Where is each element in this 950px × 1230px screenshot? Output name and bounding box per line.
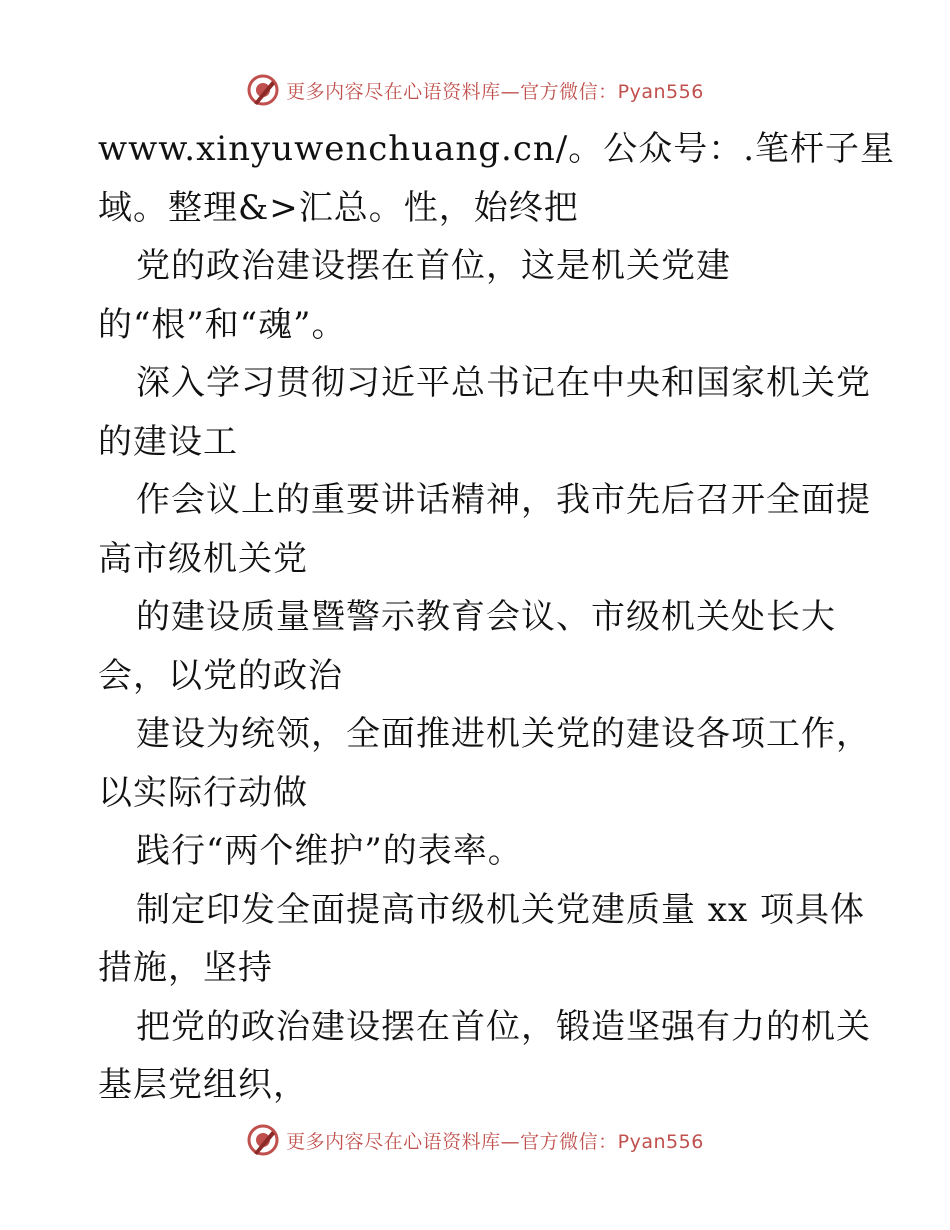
pen-logo-icon bbox=[246, 73, 280, 107]
header-banner-text: 更多内容尽在心语资料库—官方微信：Pyan556 bbox=[286, 80, 704, 103]
body-text-line: 深入学习贯彻习近平总书记在中央和国家机关党 bbox=[136, 363, 871, 403]
footer-banner bbox=[0, 1120, 950, 1160]
body-text-line: 的建设质量暨警示教育会议、市级机关处长大 bbox=[136, 597, 836, 637]
document-body bbox=[98, 120, 896, 1115]
body-text-line: 建设为统领，全面推进机关党的建设各项工作， bbox=[136, 714, 871, 754]
body-text-line: 把党的政治建设摆在首位，锻造坚强有力的机关 bbox=[136, 1006, 871, 1047]
body-text-line: 域。整理&>汇总。性，始终把 bbox=[98, 187, 579, 228]
body-text-line: 党的政治建设摆在首位，这是机关党建 bbox=[136, 246, 731, 286]
body-text-line: 践行“两个维护”的表率。 bbox=[136, 831, 523, 871]
body-text-line: 的建设工 bbox=[98, 421, 238, 462]
body-text-line: 会，以党的政治 bbox=[98, 655, 343, 696]
header-banner bbox=[0, 70, 950, 110]
body-text-line: 作会议上的重要讲话精神，我市先后召开全面提 bbox=[136, 480, 871, 520]
body-text-line: www.xinyuwenchuang.cn/。公众号：.笔杆子星 bbox=[98, 129, 896, 169]
body-text-line: 的“根”和“魂”。 bbox=[98, 304, 347, 345]
body-text-line: 制定印发全面提高市级机关党建质量 xx 项具体 bbox=[136, 889, 865, 930]
pen-logo-icon bbox=[246, 1123, 280, 1157]
body-text-line: 高市级机关党 bbox=[98, 538, 308, 579]
body-text-line: 措施，坚持 bbox=[98, 948, 273, 988]
body-text-line: 以实际行动做 bbox=[98, 772, 308, 813]
body-text-line: 基层党组织， bbox=[98, 1065, 308, 1105]
footer-banner-text: 更多内容尽在心语资料库—官方微信：Pyan556 bbox=[286, 1130, 704, 1153]
